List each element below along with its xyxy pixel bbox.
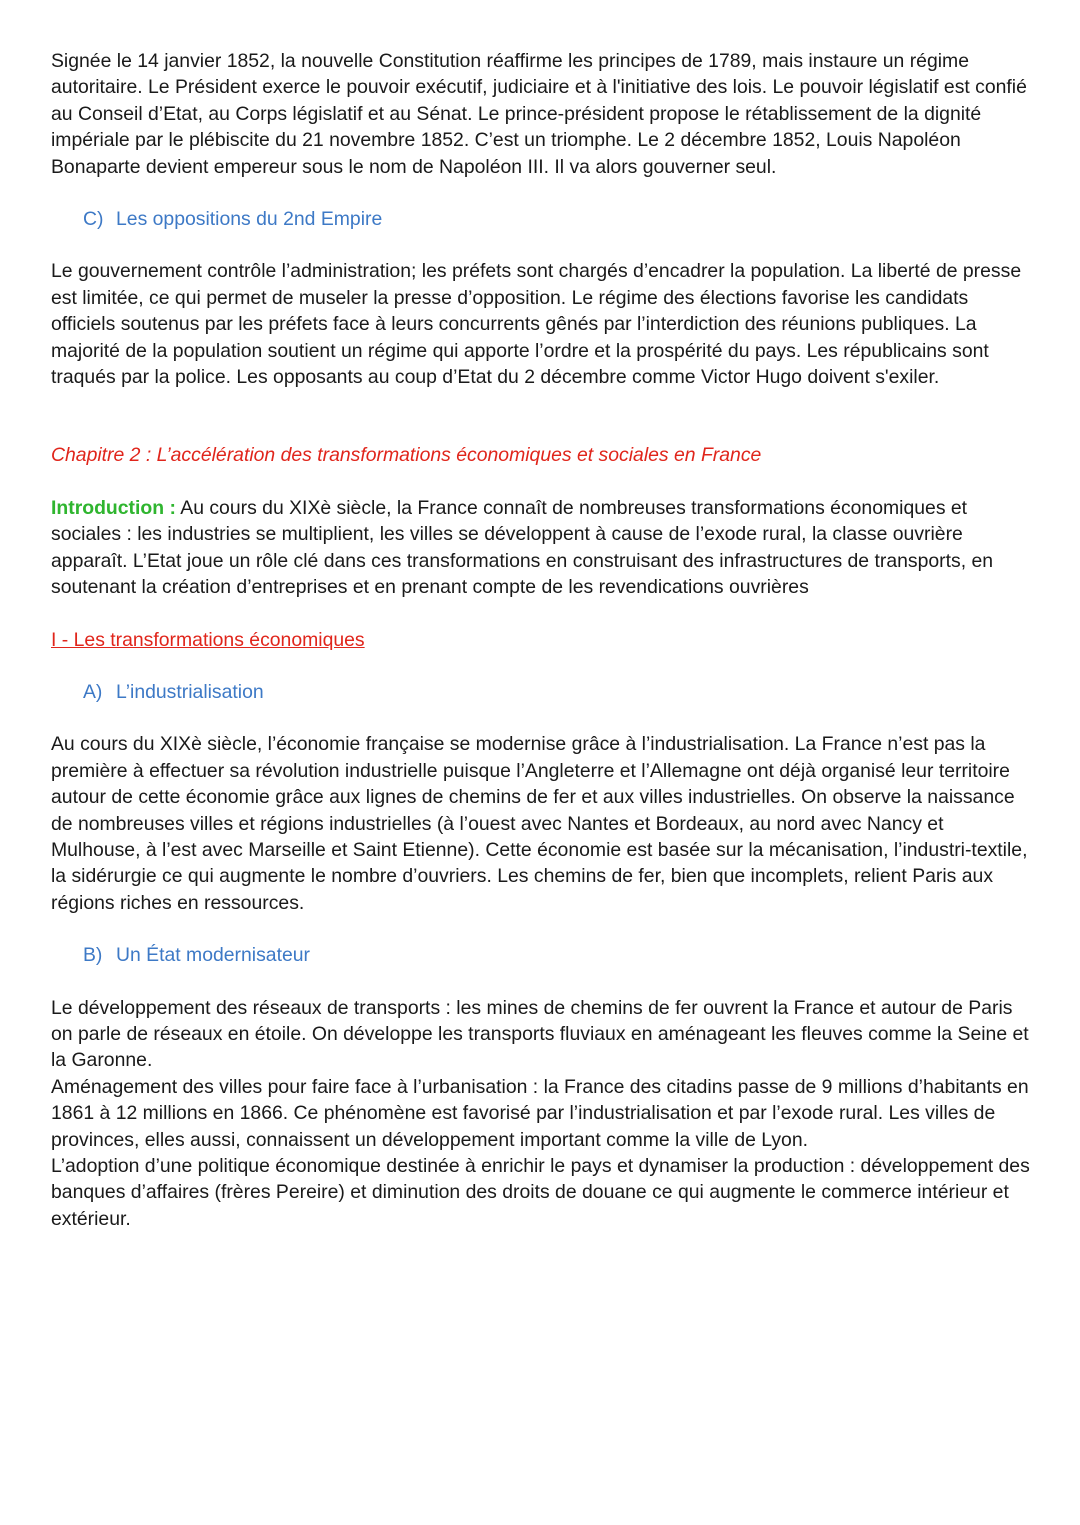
chapter-title: Chapitre 2 : L’accélération des transformations économiques et sociales en France bbox=[51, 444, 762, 467]
paragraph-politique-economique: L’adoption d’une politique économique destinée à enrichir le pays et dynamiser la production : développement des banques d’affaires (frères Pereire) et diminution des droits de douane ce qui augmente le commerce intérieur et extérieur. bbox=[51, 1155, 1030, 1230]
paragraph-transports: Le développement des réseaux de transports : les mines de chemins de fer ouvrent la France et autour de Paris on parle de réseaux en étoile. On développe les transports fluviaux en aménageant les fleuves comme la Seine et la Garonne. bbox=[51, 996, 1029, 1072]
subheading-etat-modernisateur bbox=[83, 942, 1036, 968]
paragraph-constitution-1852: Signée le 14 janvier 1852, la nouvelle Constitution réaffirme les principes de 1789, mais instaure un régime autoritaire. Le Président exerce le pouvoir exécutif, judiciaire et à l'initiative des lois. Le pouvoir législatif est confié au Conseil d’Etat, au Corps législatif et au Sénat. Le prince-président propose le rétablissement de la dignité impériale par le plébiscite du 21 novembre 1852. C’est un triomphe. Le 2 décembre 1852, Louis Napoléon Bonaparte devient empereur sous le nom de Napoléon III. Il va alors gouverner seul. bbox=[51, 50, 1027, 178]
subheading-title: Un État modernisateur bbox=[116, 944, 311, 967]
paragraph-introduction bbox=[51, 495, 1036, 601]
section-title-transformations: I - Les transformations économiques bbox=[51, 628, 365, 651]
subheading-letter: C) bbox=[83, 208, 104, 231]
subheading-letter: A) bbox=[83, 680, 103, 703]
paragraph-industrialisation: Au cours du XIXè siècle, l’économie française se modernise grâce à l’industrialisation. La France n’est pas la première à effectuer sa révolution industrielle puisque l’Angleterre et l’Allemagne ont déjà organisé leur territoire autour de cette économie grâce aux lignes de chemins de fer et aux villes industrielles. On observe la naissance de nombreuses villes et régions industrielles (à l’ouest avec Nantes et Bordeaux, au nord avec Nancy et Mulhouse, à l’est avec Marseille et Saint Etienne). Cette économie est basée sur la mécanisation, l’industri-textile, la sidérurgie ce qui augmente le nombre d’ouvriers. Les chemins de fer, bien que incomplets, relient Paris aux régions riches en ressources. bbox=[51, 733, 1028, 914]
subheading-industrialisation bbox=[83, 679, 1036, 705]
document-page bbox=[51, 48, 1036, 1232]
subheading-oppositions bbox=[83, 206, 1036, 232]
subheading-letter: B) bbox=[83, 944, 103, 967]
paragraph-urbanisation: Aménagement des villes pour faire face à l’urbanisation : la France des citadins passe de 9 millions d’habitants en 1861 à 12 millions en 1866. Ce phénomène est favorisé par l’industrialisation et par l’exode rural. Les villes de provinces, elles aussi, connaissent un développement important comme la ville de Lyon. bbox=[51, 1075, 1029, 1151]
introduction-label: Introduction : bbox=[51, 496, 176, 519]
paragraph-oppositions: Le gouvernement contrôle l’administration; les préfets sont chargés d’encadrer la population. La liberté de presse est limitée, ce qui permet de museler la presse d’opposition. Le régime des élections favorise les candidats officiels soutenus par les préfets face à leurs concurrents gênés par l’interdiction des réunions publiques. La majorité de la population soutient un régime qui apporte l’ordre et la prospérité du pays. Les républicains sont traqués par la police. Les opposants au coup d’Etat du 2 décembre comme Victor Hugo doivent s'exiler. bbox=[51, 260, 1022, 389]
subheading-title: L’industrialisation bbox=[116, 680, 264, 703]
introduction-text: Au cours du XIXè siècle, la France connaît de nombreuses transformations économiques et sociales : les industries se multiplient, les villes se développent à cause de l’exode rural, la classe ouvrière apparaît. L’Etat joue un rôle clé dans ces transformations en construisant des infrastructures de transports, en soutenant la création d’entreprises et en prenant compte de les revendications ouvrières bbox=[51, 496, 994, 599]
subheading-title: Les oppositions du 2nd Empire bbox=[116, 208, 383, 231]
